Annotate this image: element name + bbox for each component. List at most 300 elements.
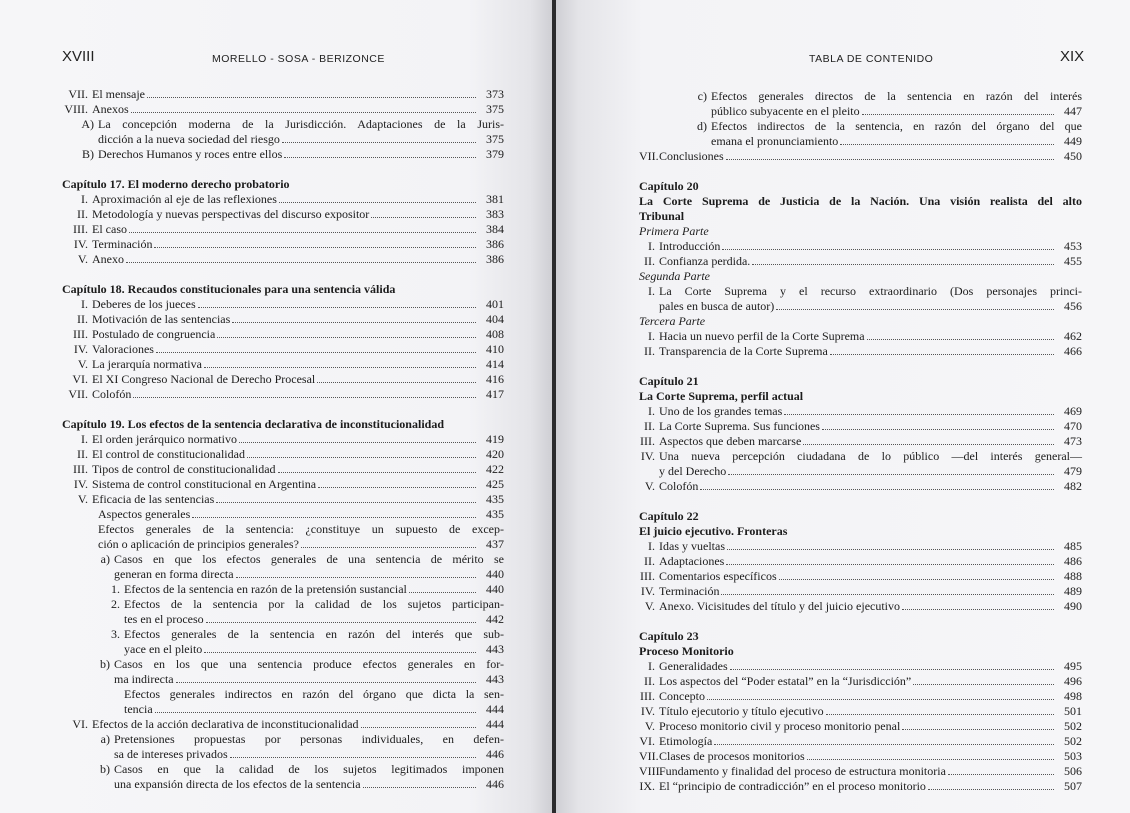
page-reference: 470 — [1064, 419, 1082, 433]
entry-last-line — [659, 434, 1082, 449]
entry-last-line — [114, 747, 504, 762]
entry-title: público subyacente en el pleito — [711, 104, 860, 118]
entry-text — [114, 762, 504, 792]
entry-text — [92, 312, 504, 327]
entry-last-line — [92, 312, 504, 327]
toc-entry[interactable] — [62, 507, 504, 522]
toc-entry[interactable] — [62, 252, 504, 267]
page-reference: 422 — [486, 462, 504, 476]
entry-text — [659, 764, 1082, 779]
dot-leader — [284, 157, 476, 158]
entry-last-line — [659, 734, 1082, 749]
dot-leader — [726, 564, 1054, 565]
entry-last-line — [92, 252, 504, 267]
chapter-title-line: La Corte Suprema de Justicia de la Nación. Una visión realista del alto — [639, 194, 1082, 208]
toc-entry[interactable] — [639, 569, 1082, 584]
entry-text — [659, 584, 1082, 599]
toc-entry[interactable] — [639, 674, 1082, 689]
entry-title: tes en el proceso — [124, 612, 204, 626]
entry-title: sa de intereses privados — [114, 747, 228, 761]
entry-title: Deberes de los jueces — [92, 297, 196, 311]
toc-entry[interactable] — [62, 627, 504, 657]
toc-entry[interactable] — [62, 312, 504, 327]
entry-number: I. — [648, 659, 655, 673]
entry-last-line — [124, 642, 504, 657]
left-page — [0, 0, 552, 813]
toc-entry[interactable] — [639, 404, 1082, 419]
toc-entry[interactable] — [639, 689, 1082, 704]
page-reference: 449 — [1064, 134, 1082, 148]
chapter-title-line: Tribunal — [639, 209, 685, 223]
dot-leader — [232, 322, 476, 323]
entry-last-line — [98, 537, 504, 552]
toc-entry[interactable] — [62, 342, 504, 357]
dot-leader — [902, 729, 1054, 730]
page-reference: 419 — [486, 432, 504, 446]
dot-leader — [928, 789, 1054, 790]
entry-last-line — [92, 87, 504, 102]
toc-entry[interactable] — [639, 254, 1082, 269]
toc-entry[interactable] — [62, 462, 504, 477]
page-reference: 386 — [486, 237, 504, 251]
entry-last-line — [659, 779, 1082, 794]
entry-text — [659, 404, 1082, 419]
entry-number: b) — [100, 657, 110, 671]
entry-number: I. — [648, 539, 655, 553]
running-head: TABLA DE CONTENIDO — [809, 53, 934, 65]
entry-text — [92, 357, 504, 372]
toc-entry[interactable] — [62, 432, 504, 447]
toc-entry[interactable] — [62, 87, 504, 102]
entry-last-line — [659, 254, 1082, 269]
dot-leader — [192, 517, 476, 518]
toc-entry[interactable] — [62, 552, 504, 582]
toc-entry[interactable] — [62, 117, 504, 147]
dot-leader — [216, 502, 476, 503]
chapter-heading: Capítulo 18. Recaudos constitucionales para una sentencia válida — [62, 282, 396, 296]
entry-title: ción o aplicación de principios generales? — [98, 537, 299, 551]
entry-number: II. — [77, 312, 88, 326]
entry-last-line — [659, 689, 1082, 704]
entry-text — [659, 719, 1082, 734]
entry-text — [659, 674, 1082, 689]
entry-last-line — [98, 507, 504, 522]
entry-number: III. — [73, 462, 88, 476]
entry-number: V. — [644, 479, 655, 493]
entry-title: El mensaje — [92, 87, 145, 101]
entry-last-line — [92, 372, 504, 387]
toc-entry[interactable] — [62, 192, 504, 207]
entry-last-line — [659, 149, 1082, 164]
entry-number: I. — [648, 404, 655, 418]
entry-text — [659, 539, 1082, 554]
page-reference: 443 — [486, 642, 504, 656]
entry-number: II. — [77, 207, 88, 221]
dot-leader — [822, 429, 1054, 430]
entry-text — [92, 237, 504, 252]
page-reference: 435 — [486, 507, 504, 521]
chapter-heading: Capítulo 20 — [639, 179, 699, 193]
toc-entry[interactable] — [639, 419, 1082, 434]
entry-text — [659, 689, 1082, 704]
entry-text — [98, 147, 504, 162]
entry-last-line — [92, 387, 504, 402]
dot-leader — [198, 307, 476, 308]
entry-title: La Corte Suprema. Sus funciones — [659, 419, 820, 433]
entry-number: a) — [100, 552, 110, 566]
toc-entry[interactable] — [639, 734, 1082, 749]
entry-text — [92, 717, 504, 732]
chapter-title-line: La Corte Suprema, perfil actual — [639, 389, 804, 403]
entry-last-line — [659, 329, 1082, 344]
page-reference: 502 — [1064, 734, 1082, 748]
entry-number: II. — [644, 554, 655, 568]
entry-text — [114, 657, 504, 687]
entry-text — [659, 704, 1082, 719]
dot-leader — [730, 669, 1054, 670]
entry-title: Aproximación al eje de las reflexiones — [92, 192, 277, 206]
entry-number: IV. — [73, 342, 88, 356]
dot-leader — [862, 114, 1054, 115]
entry-last-line — [659, 764, 1082, 779]
entry-title: Efectos de la sentencia en razón de la pretensión sustancial — [124, 582, 407, 596]
entry-text — [711, 119, 1082, 149]
toc-entry[interactable] — [639, 149, 1082, 164]
page-reference: 479 — [1064, 464, 1082, 478]
chapter-heading: Capítulo 22 — [639, 509, 699, 523]
entry-line: Efectos generales indirectos en razón del órgano que dicta la sen- — [124, 687, 504, 701]
dot-leader — [154, 247, 476, 248]
entry-title: Hacia un nuevo perfil de la Corte Suprema — [659, 329, 865, 343]
entry-number: III. — [73, 222, 88, 236]
entry-title: pales en busca de autor) — [659, 299, 775, 313]
entry-number: VII. — [68, 87, 88, 101]
chapter-title-line: Proceso Monitorio — [639, 644, 734, 658]
entry-title: dicción a la nueva sociedad del riesgo — [98, 132, 280, 146]
dot-leader — [156, 352, 476, 353]
dot-leader — [807, 759, 1054, 760]
entry-text — [92, 447, 504, 462]
page-reference: 495 — [1064, 659, 1082, 673]
page-reference: 381 — [486, 192, 504, 206]
entry-number: VII. — [639, 149, 659, 163]
toc-entry[interactable] — [639, 539, 1082, 554]
entry-text — [659, 479, 1082, 494]
dot-leader — [131, 112, 476, 113]
toc-entry[interactable] — [62, 597, 504, 627]
entry-title: Adaptaciones — [659, 554, 725, 568]
entry-last-line — [92, 492, 504, 507]
entry-last-line — [124, 702, 504, 717]
page-reference: 503 — [1064, 749, 1082, 763]
toc-entry[interactable] — [62, 327, 504, 342]
entry-title: Motivación de las sentencias — [92, 312, 231, 326]
entry-text — [711, 89, 1082, 119]
toc-entry[interactable] — [62, 237, 504, 252]
chapter-title-line: El juicio ejecutivo. Fronteras — [639, 524, 788, 538]
entry-last-line — [659, 344, 1082, 359]
dot-leader — [902, 609, 1054, 610]
toc-entry[interactable] — [62, 207, 504, 222]
entry-last-line — [124, 582, 504, 597]
page-reference: 384 — [486, 222, 504, 236]
dot-leader — [726, 159, 1054, 160]
entry-number: IV. — [640, 449, 655, 463]
entry-last-line — [92, 342, 504, 357]
dot-leader — [236, 577, 476, 578]
entry-text — [659, 659, 1082, 674]
toc-entry[interactable] — [639, 284, 1082, 314]
toc-entry[interactable] — [62, 717, 504, 732]
dot-leader — [278, 472, 476, 473]
entry-number: b) — [100, 762, 110, 776]
page-reference: 496 — [1064, 674, 1082, 688]
chapter-heading: Capítulo 19. Los efectos de la sentencia declarativa de inconstitucionalidad — [62, 417, 444, 431]
toc-entry[interactable] — [62, 522, 504, 552]
page-reference: 456 — [1064, 299, 1082, 313]
entry-number: I. — [81, 297, 88, 311]
entry-title: El orden jerárquico normativo — [92, 432, 237, 446]
entry-title: Proceso monitorio civil y proceso monitorio penal — [659, 719, 901, 733]
page-reference: 473 — [1064, 434, 1082, 448]
entry-title: Uno de los grandes temas — [659, 404, 783, 418]
entry-number: V. — [644, 599, 655, 613]
dot-leader — [784, 414, 1054, 415]
entry-text — [92, 192, 504, 207]
entry-line: Pretensiones propuestas por personas individuales, en defen- — [114, 732, 504, 746]
entry-text — [92, 387, 504, 402]
toc-entry[interactable] — [62, 732, 504, 762]
page-reference: 383 — [486, 207, 504, 221]
entry-last-line — [124, 612, 504, 627]
entry-text — [124, 627, 504, 657]
toc-entry[interactable] — [639, 584, 1082, 599]
page-reference: 488 — [1064, 569, 1082, 583]
toc-entry[interactable] — [639, 749, 1082, 764]
dot-leader — [361, 727, 476, 728]
page-reference: 437 — [486, 537, 504, 551]
entry-number: III. — [640, 434, 655, 448]
toc-entry[interactable] — [639, 89, 1082, 119]
entry-text — [92, 207, 504, 222]
entry-title: Los aspectos del “Poder estatal” en la “Jurisdicción” — [659, 674, 912, 688]
dot-leader — [840, 144, 1054, 145]
page-reference: 446 — [486, 747, 504, 761]
entry-number: V. — [644, 719, 655, 733]
toc-entry[interactable] — [62, 297, 504, 312]
toc-entry[interactable] — [62, 657, 504, 687]
entry-text — [659, 239, 1082, 254]
page-reference: 375 — [486, 132, 504, 146]
dot-leader — [176, 682, 476, 683]
dot-leader — [779, 579, 1054, 580]
entry-last-line — [659, 659, 1082, 674]
entry-title: Efectos de la acción declarativa de inconstitucionalidad — [92, 717, 359, 731]
entry-title: Sistema de control constitucional en Argentina — [92, 477, 317, 491]
toc-entry[interactable] — [639, 239, 1082, 254]
toc-entry[interactable] — [639, 704, 1082, 719]
entry-number: IV. — [640, 584, 655, 598]
entry-number: V. — [77, 252, 88, 266]
entry-line: Efectos indirectos de la sentencia, en razón del órgano del que — [711, 119, 1082, 133]
chapter-heading: Capítulo 17. El moderno derecho probatorio — [62, 177, 290, 191]
toc-entry[interactable] — [639, 599, 1082, 614]
part-heading: Primera Parte — [639, 224, 709, 238]
entry-title: El “principio de contradicción” en el proceso monitorio — [659, 779, 926, 793]
entry-number: c) — [697, 89, 707, 103]
entry-number: VI. — [639, 734, 655, 748]
toc-entry[interactable] — [62, 492, 504, 507]
toc-entry[interactable] — [639, 659, 1082, 674]
entry-last-line — [92, 432, 504, 447]
entry-number: II. — [644, 254, 655, 268]
entry-title: El control de constitucionalidad — [92, 447, 245, 461]
entry-title: ma indirecta — [114, 672, 174, 686]
toc-entry[interactable] — [62, 477, 504, 492]
entry-title: Valoraciones — [92, 342, 154, 356]
entry-number: 1. — [111, 582, 120, 596]
entry-line: Casos en los que una sentencia produce efectos generales en for- — [114, 657, 504, 671]
entry-title: Comentarios específicos — [659, 569, 777, 583]
page-reference: 506 — [1064, 764, 1082, 778]
toc-entry[interactable] — [639, 119, 1082, 149]
entry-title: Introducción — [659, 239, 721, 253]
entry-text — [659, 254, 1082, 269]
dot-leader — [206, 622, 476, 623]
entry-title: Transparencia de la Corte Suprema — [659, 344, 828, 358]
toc-entry[interactable] — [639, 719, 1082, 734]
page-reference: 425 — [486, 477, 504, 491]
toc-entry[interactable] — [639, 329, 1082, 344]
entry-title: La jerarquía normativa — [92, 357, 202, 371]
toc-entry[interactable] — [62, 447, 504, 462]
page-reference: 455 — [1064, 254, 1082, 268]
entry-text — [92, 297, 504, 312]
toc-entry[interactable] — [62, 147, 504, 162]
dot-leader — [826, 714, 1054, 715]
dot-leader — [217, 337, 476, 338]
dot-leader — [363, 787, 476, 788]
entry-last-line — [659, 569, 1082, 584]
dot-leader — [282, 142, 476, 143]
entry-number: III. — [73, 327, 88, 341]
page-number: XIX — [1060, 48, 1085, 65]
entry-title: Anexos — [92, 102, 129, 116]
toc-entry[interactable] — [62, 582, 504, 597]
toc-entry[interactable] — [639, 449, 1082, 479]
toc-entry[interactable] — [639, 479, 1082, 494]
entry-last-line — [659, 584, 1082, 599]
entry-number: IV. — [640, 704, 655, 718]
dot-leader — [204, 367, 476, 368]
entry-last-line — [659, 239, 1082, 254]
toc-entry[interactable] — [62, 102, 504, 117]
entry-line: Una nueva percepción ciudadana de lo público —del interés general— — [659, 449, 1082, 463]
dot-leader — [126, 262, 476, 263]
entry-number: a) — [100, 732, 110, 746]
dot-leader — [728, 474, 1054, 475]
toc-entry[interactable] — [639, 434, 1082, 449]
entry-last-line — [114, 567, 504, 582]
entry-text — [659, 419, 1082, 434]
toc-entry[interactable] — [639, 779, 1082, 794]
page-reference: 435 — [486, 492, 504, 506]
dot-leader — [317, 382, 476, 383]
chapter-heading: Capítulo 21 — [639, 374, 699, 388]
entry-last-line — [659, 674, 1082, 689]
page-reference: 414 — [486, 357, 504, 371]
entry-title: Clases de procesos monitorios — [659, 749, 805, 763]
entry-last-line — [114, 777, 504, 792]
entry-number: IV. — [73, 477, 88, 491]
entry-line: Efectos generales de la sentencia: ¿constituye un supuesto de excep- — [98, 522, 504, 536]
dot-leader — [867, 339, 1054, 340]
dot-leader — [204, 652, 476, 653]
entry-text — [659, 449, 1082, 479]
entry-text — [114, 552, 504, 582]
toc-entry[interactable] — [639, 344, 1082, 359]
page-reference: 501 — [1064, 704, 1082, 718]
entry-last-line — [92, 102, 504, 117]
entry-title: yace en el pleito — [124, 642, 203, 656]
entry-last-line — [92, 357, 504, 372]
entry-number: A) — [81, 117, 94, 131]
entry-text — [92, 102, 504, 117]
toc-entry[interactable] — [62, 372, 504, 387]
entry-last-line — [92, 717, 504, 732]
toc-entry[interactable] — [62, 222, 504, 237]
entry-text — [659, 569, 1082, 584]
chapter-heading: Capítulo 23 — [639, 629, 699, 643]
dot-leader — [133, 397, 476, 398]
toc-entry[interactable] — [62, 357, 504, 372]
dot-leader — [247, 457, 476, 458]
entry-number: VII. — [639, 749, 659, 763]
entry-title: Etimología — [659, 734, 713, 748]
dot-leader — [230, 757, 476, 758]
entry-title: Idas y vueltas — [659, 539, 725, 553]
entry-last-line — [659, 539, 1082, 554]
dot-leader — [830, 354, 1054, 355]
toc-entry[interactable] — [639, 764, 1082, 779]
entry-last-line — [711, 134, 1082, 149]
entry-number: I. — [648, 239, 655, 253]
entry-number: VI. — [72, 717, 88, 731]
entry-title: Concepto — [659, 689, 705, 703]
entry-title: y del Derecho — [659, 464, 727, 478]
dot-leader — [722, 249, 1054, 250]
toc-entry[interactable] — [62, 387, 504, 402]
entry-title: Generalidades — [659, 659, 728, 673]
entry-title: Colofón — [659, 479, 699, 493]
entry-last-line — [659, 464, 1082, 479]
page-reference: 447 — [1064, 104, 1082, 118]
entry-title: Eficacia de las sentencias — [92, 492, 215, 506]
entry-title: Aspectos generales — [98, 507, 191, 521]
page-reference: 404 — [486, 312, 504, 326]
entry-title: Derechos Humanos y roces entre ellos — [98, 147, 283, 161]
entry-text — [659, 749, 1082, 764]
toc-entry[interactable] — [639, 554, 1082, 569]
entry-number: d) — [697, 119, 707, 133]
page-reference: 489 — [1064, 584, 1082, 598]
entry-title: Confianza perdida. — [659, 254, 751, 268]
entry-text — [659, 329, 1082, 344]
dot-leader — [948, 774, 1054, 775]
toc-entry[interactable] — [62, 762, 504, 792]
entry-number: 3. — [111, 627, 120, 641]
toc-entry[interactable] — [62, 687, 504, 717]
